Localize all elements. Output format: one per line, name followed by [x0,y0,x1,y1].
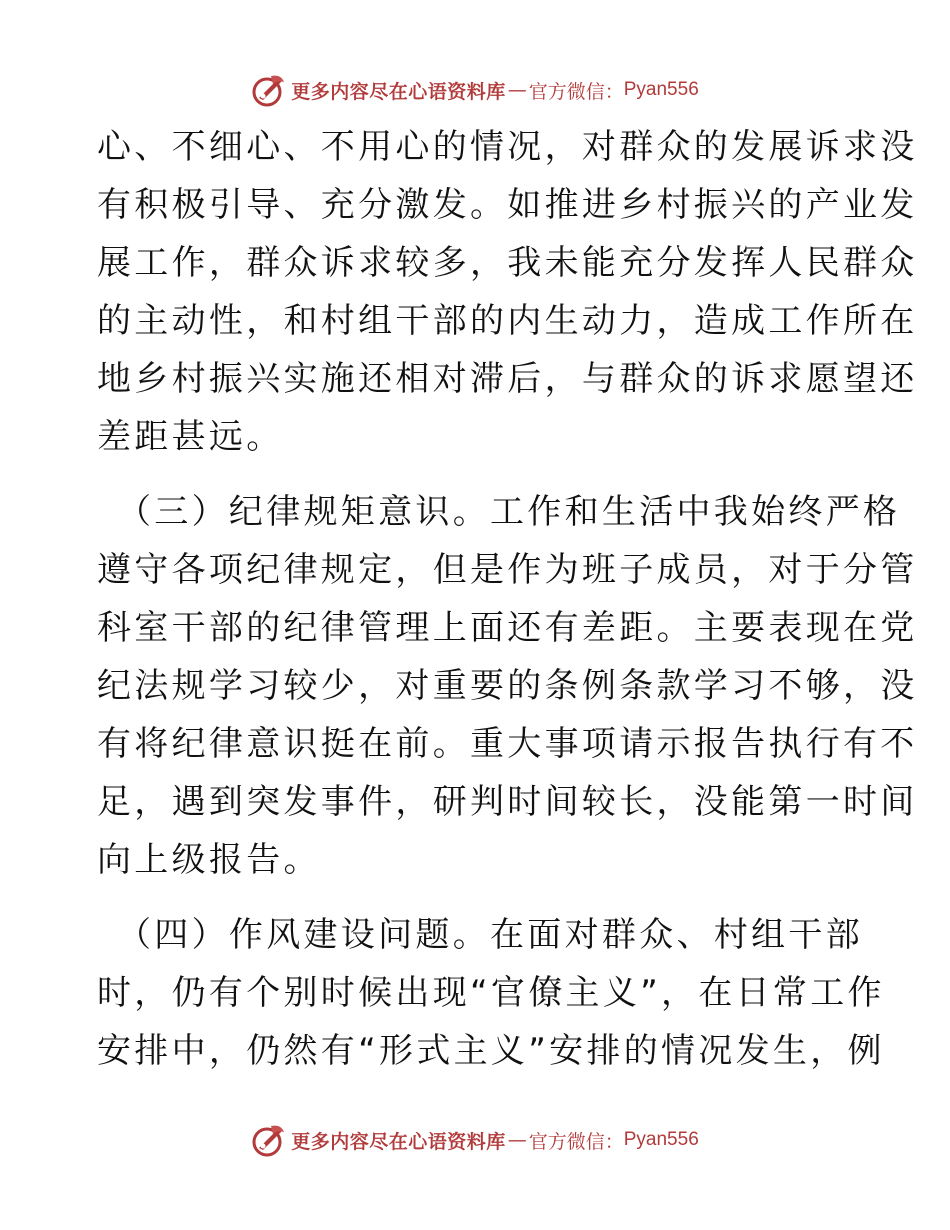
section-heading-line: （三）纪律规矩意识。工作和生活中我始终严格 [117,492,901,532]
watermark-title: 更多内容尽在心语资料库 [291,80,506,103]
watermark-wechat-label: 官方微信： [528,1130,624,1153]
text-line: 足，遇到突发事件，研判时间较长，没能第一时间 [97,782,918,822]
text-line: 展工作，群众诉求较多，我未能充分发挥人民群众 [97,243,918,283]
text-line: 有积极引导、充分激发。如推进乡村振兴的产业发 [97,185,918,225]
text-line: 差距甚远。 [97,417,284,457]
watermark-separator: — [507,1129,527,1151]
quill-logo-icon [251,1122,287,1158]
text-line: 心、不细心、不用心的情况，对群众的发展诉求没 [97,127,918,167]
text-line: 科室干部的纪律管理上面还有差距。主要表现在党 [97,608,918,648]
header-watermark [0,70,950,110]
text-line: 向上级报告。 [97,840,321,880]
text-line: 遵守各项纪律规定，但是作为班子成员，对于分管 [97,550,918,590]
text-line: 纪法规学习较少，对重要的条例条款学习不够，没 [97,666,918,706]
text-line: 的主动性，和村组干部的内生动力，造成工作所在 [97,301,918,341]
footer-watermark [0,1120,950,1160]
quill-logo-icon [251,72,287,108]
text-line: 地乡村振兴实施还相对滞后，与群众的诉求愿望还 [97,359,918,399]
watermark-wechat-label: 官方微信： [528,80,624,103]
watermark-title: 更多内容尽在心语资料库 [291,1130,506,1153]
section-heading-line: （四）作风建设问题。在面对群众、村组干部 [117,915,863,955]
watermark-wechat-id: Pyan556 [623,79,699,100]
watermark-wechat-id: Pyan556 [623,1129,699,1150]
text-line: 有将纪律意识挺在前。重大事项请示报告执行有不 [97,724,918,764]
watermark-separator: — [507,79,527,101]
text-line: 时，仍有个别时候出现“官僚主义”，在日常工作 [97,973,885,1013]
text-line: 安排中，仍然有“形式主义”安排的情况发生，例 [97,1031,885,1071]
